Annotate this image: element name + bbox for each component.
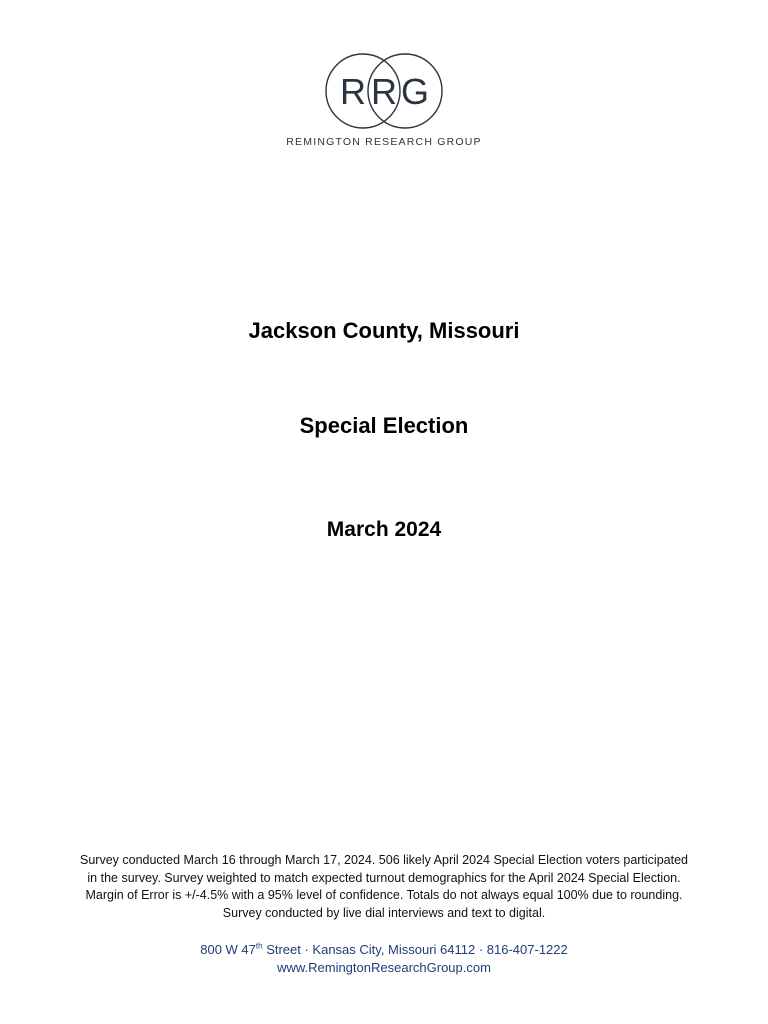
title-location: Jackson County, Missouri (248, 318, 520, 343)
footer (0, 941, 768, 977)
title-election: Special Election (299, 413, 469, 438)
footer-street-prefix: 800 W 47 (200, 942, 256, 957)
logo (0, 50, 768, 148)
logo-letter-1: R (340, 71, 366, 112)
rrg-logo-mark (289, 50, 479, 132)
footer-website-link[interactable]: www.RemingtonResearchGroup.com (277, 960, 491, 975)
methodology-note: Survey conducted March 16 through March 17, 2024. 506 likely April 2024 Special Election voters participated in the survey. Survey weighted to match expected turnout demographics for the April 2024 Special Election. Margin of Error is +/-4.5% with a 95% level of confidence. Totals do not always equal 100% due to rounding. Survey conducted by live dial interviews and text to digital. (80, 853, 688, 920)
logo-letter-2: R (371, 71, 397, 112)
logo-tagline: REMINGTON RESEARCH GROUP (286, 136, 482, 148)
footer-address (0, 941, 768, 959)
footer-street-suffix: Street · Kansas City, Missouri 64112 · 816-407-1222 (262, 942, 568, 957)
logo-letter-3: G (400, 71, 430, 112)
footer-street-sup: th (255, 941, 263, 951)
title-date: March 2024 (326, 518, 442, 541)
